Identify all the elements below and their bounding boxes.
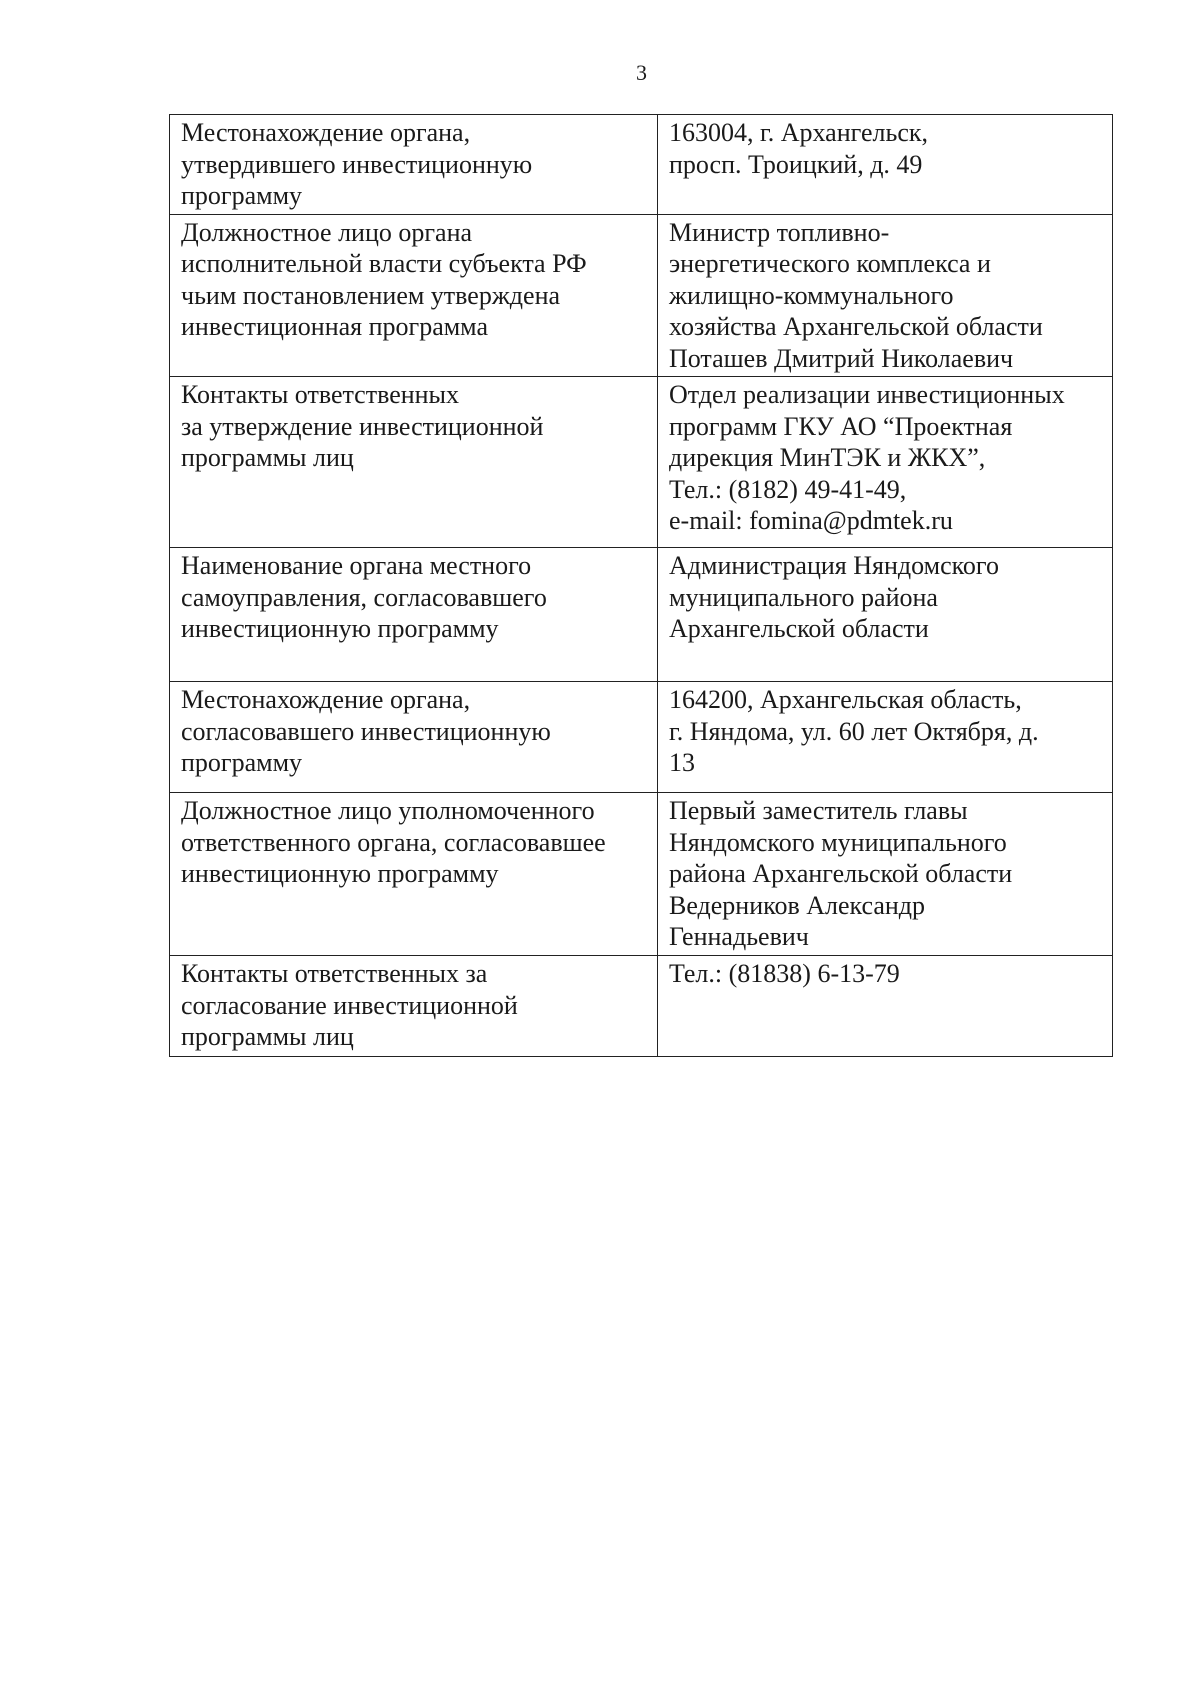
value-line: просп. Троицкий, д. 49 [669, 149, 923, 179]
table-row [170, 548, 1113, 682]
label-line: за утверждение инвестиционной [181, 411, 544, 441]
label-line: утвердившего инвестиционную [181, 149, 533, 179]
label-line: Наименование органа местного [181, 551, 532, 580]
value-line: энергетического комплекса и [669, 249, 991, 278]
row-label-cell [170, 548, 658, 682]
label-line: инвестиционную программу [181, 859, 499, 888]
table-row [170, 956, 1113, 1057]
value-line: Архангельской области [669, 614, 929, 643]
label-line: исполнительной власти субъекта РФ [181, 249, 587, 278]
row-label-cell [170, 115, 658, 215]
value-line: жилищно-коммунального [669, 280, 954, 310]
row-label-cell [170, 956, 658, 1057]
row-value-cell [658, 682, 1113, 793]
label-line: ответственного органа, согласовавшее [181, 827, 606, 857]
value-line: Поташев Дмитрий Николаевич [669, 343, 1014, 373]
table-row [170, 214, 1113, 377]
value-line: Администрация Няндомского [669, 551, 999, 580]
value-line: дирекция МинТЭК и ЖКХ”, [669, 443, 986, 472]
label-line: Должностное лицо уполномоченного [181, 796, 595, 825]
label-line: согласовавшего инвестиционную [181, 716, 551, 746]
label-line: согласование инвестиционной [181, 990, 518, 1020]
value-line: 13 [669, 748, 695, 777]
label-line: программу [181, 181, 303, 210]
label-line: Должностное лицо органа [181, 217, 473, 247]
value-line: программ ГКУ АО “Проектная [669, 411, 1013, 441]
label-line: Контакты ответственных за [181, 959, 488, 988]
value-line: Министр топливно- [669, 217, 890, 247]
value-line: Геннадьевич [669, 922, 809, 951]
row-value-cell [658, 956, 1113, 1057]
row-value-cell [658, 793, 1113, 956]
row-value-cell [658, 214, 1113, 377]
row-label-cell [170, 377, 658, 548]
row-label-cell [170, 214, 658, 377]
label-line: программы лиц [181, 1022, 354, 1051]
label-line: самоуправления, согласовавшего [181, 582, 547, 612]
value-line: Тел.: (8182) 49-41-49, [669, 474, 907, 504]
value-line: Тел.: (81838) 6-13-79 [669, 959, 900, 988]
row-label-cell [170, 793, 658, 956]
investment-program-info-table [169, 114, 1113, 1057]
value-line: e-mail: fomina@pdmtek.ru [669, 506, 953, 535]
label-line: программу [181, 748, 303, 777]
table-row [170, 793, 1113, 956]
table-row [170, 377, 1113, 548]
row-value-cell [658, 548, 1113, 682]
table-row [170, 115, 1113, 215]
value-line: района Архангельской области [669, 859, 1013, 888]
label-line: инвестиционную программу [181, 614, 499, 643]
value-line: 163004, г. Архангельск, [669, 118, 928, 147]
value-line: Ведерников Александр [669, 890, 926, 920]
label-line: Контакты ответственных [181, 380, 460, 409]
value-line: 164200, Архангельская область, [669, 685, 1022, 714]
label-line: чьим постановлением утверждена [181, 280, 561, 310]
label-line: программы лиц [181, 443, 354, 472]
label-line: Местонахождение органа, [181, 118, 471, 147]
page-number: 3 [636, 60, 647, 85]
row-value-cell [658, 115, 1113, 215]
label-line: инвестиционная программа [181, 312, 488, 341]
label-line: Местонахождение органа, [181, 685, 471, 714]
value-line: хозяйства Архангельской области [669, 312, 1043, 341]
value-line: Первый заместитель главы [669, 796, 968, 825]
value-line: г. Няндома, ул. 60 лет Октября, д. [669, 716, 1039, 746]
table-row [170, 682, 1113, 793]
value-line: муниципального района [669, 582, 938, 612]
row-value-cell [658, 377, 1113, 548]
value-line: Няндомского муниципального [669, 827, 1007, 857]
value-line: Отдел реализации инвестиционных [669, 380, 1065, 409]
row-label-cell [170, 682, 658, 793]
